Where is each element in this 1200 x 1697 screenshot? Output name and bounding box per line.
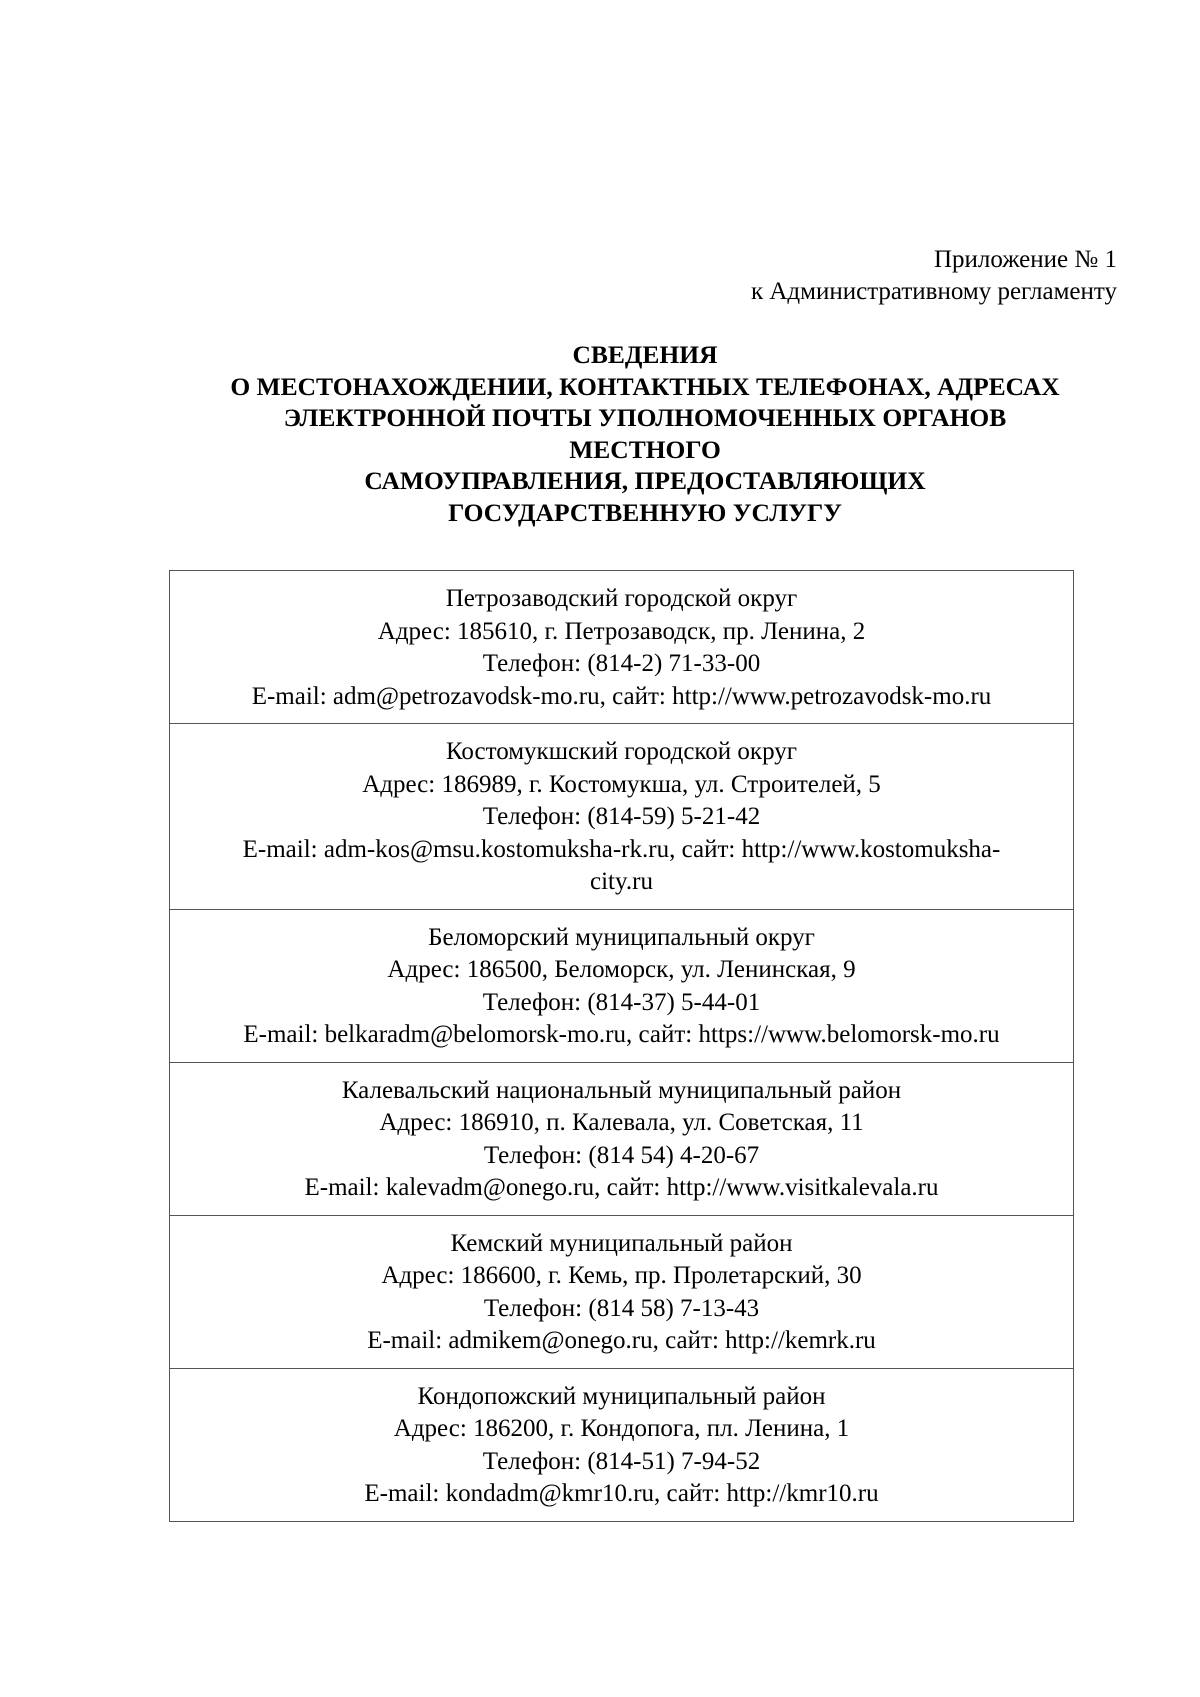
org-phone: Телефон: (814-51) 7-94-52 — [482, 1447, 761, 1475]
org-name: Калевальский национальный муниципальный район — [341, 1076, 902, 1104]
org-phone: Телефон: (814-2) 71-33-00 — [482, 650, 761, 677]
heading-line: МЕСТНОГО — [569, 434, 721, 464]
org-email: E-mail: adm@petrozavodsk-mo.ru, сайт: http://www.petrozavodsk-mo.ru — [251, 682, 992, 710]
org-phone: Телефон: (814 54) 4-20-67 — [483, 1141, 760, 1169]
org-email: E-mail: adm-kos@msu.kostomuksha-rk.ru, сайт: http://www.kostomuksha- — [242, 835, 1001, 863]
org-phone: Телефон: (814 58) 7-13-43 — [483, 1294, 760, 1322]
org-address: Адрес: 186500, Беломорск, ул. Ленинская, 9 — [387, 956, 856, 983]
table-row — [170, 1062, 1074, 1215]
org-name: Кондопожский муниципальный район — [417, 1382, 826, 1410]
org-email: E-mail: belkaradm@belomorsk-mo.ru, сайт: https://www.belomorsk-mo.ru — [243, 1021, 1000, 1048]
heading-line: СВЕДЕНИЯ — [572, 340, 718, 369]
table-row — [170, 724, 1074, 910]
org-address: Адрес: 186200, г. Кондопога, пл. Ленина, 1 — [393, 1415, 850, 1442]
org-cell — [170, 724, 1074, 910]
org-phone: Телефон: (814-37) 5-44-01 — [482, 988, 761, 1016]
org-email: E-mail: kondadm@kmr10.ru, сайт: http://kmr10.ru — [364, 1480, 879, 1507]
org-cell — [170, 909, 1074, 1062]
table-row — [170, 909, 1074, 1062]
table-row — [170, 1215, 1074, 1368]
heading-line: ГОСУДАРСТВЕННУЮ УСЛУГУ — [448, 497, 842, 527]
document-heading — [0, 339, 1200, 529]
appendix-number: Приложение № 1 — [933, 246, 1117, 273]
org-name: Костомукшский городской округ — [445, 738, 798, 765]
org-email-continuation: city.ru — [590, 868, 653, 895]
org-address: Адрес: 186600, г. Кемь, пр. Пролетарский, 30 — [381, 1262, 862, 1289]
org-cell — [170, 1062, 1074, 1215]
heading-line: САМОУПРАВЛЕНИЯ, ПРЕДОСТАВЛЯЮЩИХ — [364, 466, 926, 496]
org-name: Беломорский муниципальный округ — [428, 923, 815, 951]
org-phone: Телефон: (814-59) 5-21-42 — [482, 803, 761, 830]
org-cell — [170, 1215, 1074, 1368]
org-name: Кемский муниципальный район — [450, 1229, 793, 1257]
org-cell — [170, 1368, 1074, 1521]
org-cell — [170, 571, 1074, 724]
appendix-reference: к Административному регламенту — [750, 278, 1117, 305]
heading-line: О МЕСТОНАХОЖДЕНИИ, КОНТАКТНЫХ ТЕЛЕФОНАХ, АДРЕСАХ — [230, 371, 1060, 401]
org-email: E-mail: kalevadm@onego.ru, сайт: http://www.visitkalevala.ru — [304, 1174, 939, 1201]
org-address: Адрес: 185610, г. Петрозаводск, пр. Ленина, 2 — [377, 617, 866, 645]
organizations-table — [169, 570, 1074, 1522]
appendix-note — [751, 244, 1117, 308]
org-name: Петрозаводский городской округ — [445, 585, 798, 612]
table-row — [170, 571, 1074, 724]
org-address: Адрес: 186910, п. Калевала, ул. Советская, 11 — [379, 1109, 864, 1136]
org-address: Адрес: 186989, г. Костомукша, ул. Строителей, 5 — [362, 770, 881, 798]
table-row — [170, 1368, 1074, 1521]
heading-line: ЭЛЕКТРОННОЙ ПОЧТЫ УПОЛНОМОЧЕННЫХ ОРГАНОВ — [283, 403, 1007, 433]
org-email: E-mail: admikem@onego.ru, сайт: http://kemrk.ru — [367, 1327, 876, 1354]
